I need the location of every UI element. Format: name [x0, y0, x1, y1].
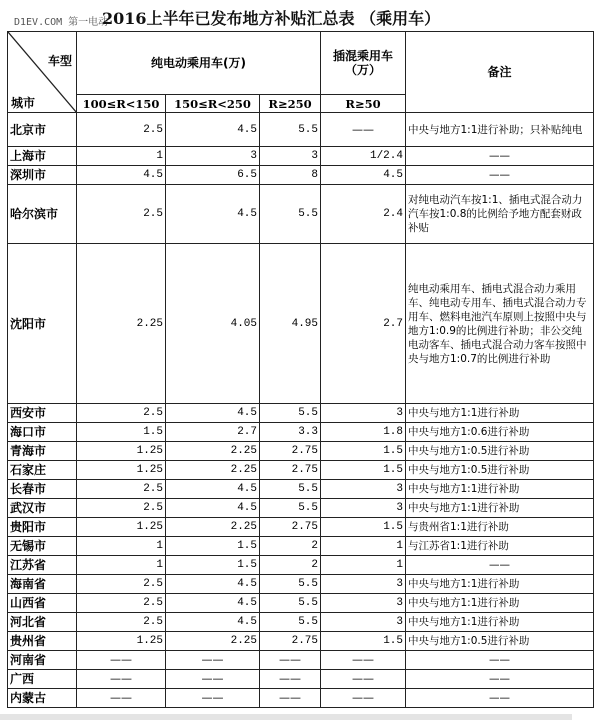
phev-cell: 1.5	[321, 461, 406, 480]
bev2-cell: 4.05	[166, 244, 260, 404]
bev3-cell: ——	[260, 689, 321, 708]
bev2-cell: 2.25	[166, 461, 260, 480]
bev1-cell: 2.5	[77, 594, 166, 613]
bev3-cell: 5.5	[260, 499, 321, 518]
bev-group-header: 纯电动乘用车(万)	[77, 32, 321, 95]
bev2-cell: 2.25	[166, 442, 260, 461]
bev3-cell: 5.5	[260, 185, 321, 244]
note-cell: 对纯电动汽车按1:1、插电式混合动力汽车按1:0.8的比例给予地方配套财政补贴	[406, 185, 594, 244]
table-row	[8, 166, 594, 185]
table-row	[8, 499, 594, 518]
watermark: D1EV.COM 第一电动	[14, 17, 109, 28]
bev1-cell: 2.25	[77, 244, 166, 404]
vehicle-type-label: 车型	[47, 54, 72, 68]
bev2-cell: 4.5	[166, 613, 260, 632]
bev3-cell: ——	[260, 670, 321, 689]
table-row	[8, 404, 594, 423]
bev1-cell: ——	[77, 651, 166, 670]
phev-cell: 3	[321, 575, 406, 594]
bev2-cell: 2.25	[166, 632, 260, 651]
phev-cell: 1.5	[321, 632, 406, 651]
phev-header-line2: （万）	[344, 63, 381, 77]
bev2-cell: 3	[166, 147, 260, 166]
city-cell: 深圳市	[8, 166, 77, 185]
bev1-cell: 1.25	[77, 632, 166, 651]
bev2-cell: 4.5	[166, 499, 260, 518]
bev1-cell: 1	[77, 556, 166, 575]
bev1-cell: 1	[77, 537, 166, 556]
city-cell: 石家庄	[8, 461, 77, 480]
bev2-cell: 2.25	[166, 518, 260, 537]
city-cell: 贵阳市	[8, 518, 77, 537]
bev1-cell: ——	[77, 689, 166, 708]
table-row	[8, 613, 594, 632]
bev3-cell: 4.95	[260, 244, 321, 404]
note-cell: 中央与地方1:1进行补助	[406, 404, 594, 423]
bev3-cell: 2.75	[260, 442, 321, 461]
note-cell: ——	[406, 651, 594, 670]
bev2-cell: 1.5	[166, 537, 260, 556]
table-row	[8, 147, 594, 166]
bev2-cell: 4.5	[166, 185, 260, 244]
bev1-cell: 1.5	[77, 423, 166, 442]
city-cell: 哈尔滨市	[8, 185, 77, 244]
note-cell: 与贵州省1:1进行补助	[406, 518, 594, 537]
bev2-cell: ——	[166, 689, 260, 708]
table-row	[8, 518, 594, 537]
bev3-cell: 5.5	[260, 113, 321, 147]
bev1-cell: 1	[77, 147, 166, 166]
city-cell: 江苏省	[8, 556, 77, 575]
city-cell: 沈阳市	[8, 244, 77, 404]
bev1-cell: 1.25	[77, 442, 166, 461]
bev3-cell: 2	[260, 556, 321, 575]
phev-cell: 1	[321, 556, 406, 575]
phev-cell: 2.4	[321, 185, 406, 244]
table-row	[8, 670, 594, 689]
bev1-cell: 1.25	[77, 518, 166, 537]
bev2-cell: 4.5	[166, 575, 260, 594]
city-cell: 海口市	[8, 423, 77, 442]
page-title: 2016上半年已发布地方补贴汇总表 （乘用车）	[102, 9, 441, 28]
city-cell: 广西	[8, 670, 77, 689]
bev1-cell: 2.5	[77, 499, 166, 518]
table-row	[8, 461, 594, 480]
bev2-cell: ——	[166, 670, 260, 689]
bev1-cell: 1.25	[77, 461, 166, 480]
city-cell: 海南省	[8, 575, 77, 594]
table-row	[8, 651, 594, 670]
bev1-cell: 2.5	[77, 575, 166, 594]
note-cell: 中央与地方1:0.5进行补助	[406, 461, 594, 480]
bottom-scroll-bar	[0, 714, 572, 720]
city-cell: 青海市	[8, 442, 77, 461]
phev-cell: 1.5	[321, 442, 406, 461]
phev-cell: 1.5	[321, 518, 406, 537]
note-cell: 中央与地方1:1进行补助	[406, 613, 594, 632]
city-cell: 武汉市	[8, 499, 77, 518]
note-cell: 中央与地方1:0.5进行补助	[406, 632, 594, 651]
phev-cell: 3	[321, 404, 406, 423]
phev-group-header	[321, 32, 406, 95]
city-cell: 无锡市	[8, 537, 77, 556]
city-cell: 长春市	[8, 480, 77, 499]
title-row	[0, 4, 600, 28]
bev3-cell: 5.5	[260, 594, 321, 613]
city-cell: 山西省	[8, 594, 77, 613]
corner-header-cell	[8, 32, 77, 113]
table-row	[8, 594, 594, 613]
note-cell: ——	[406, 670, 594, 689]
bev2-cell: ——	[166, 651, 260, 670]
table-row	[8, 244, 594, 404]
city-cell: 上海市	[8, 147, 77, 166]
phev-cell: 4.5	[321, 166, 406, 185]
phev-cell: 1.8	[321, 423, 406, 442]
table-row	[8, 537, 594, 556]
note-cell: 与江苏省1:1进行补助	[406, 537, 594, 556]
table-row	[8, 689, 594, 708]
phev-cell: ——	[321, 113, 406, 147]
bev3-cell: 2	[260, 537, 321, 556]
bev3-cell: 2.75	[260, 518, 321, 537]
phev-cell: 3	[321, 594, 406, 613]
note-cell: 中央与地方1:1进行补助；只补贴纯电	[406, 113, 594, 147]
phev-cell: ——	[321, 670, 406, 689]
bev3-cell: 5.5	[260, 575, 321, 594]
note-cell: ——	[406, 689, 594, 708]
table-row	[8, 113, 594, 147]
note-cell: 中央与地方1:1进行补助	[406, 480, 594, 499]
bev1-cell: 4.5	[77, 166, 166, 185]
phev-header-line1: 插混乘用车	[332, 49, 393, 63]
note-cell: 纯电动乘用车、插电式混合动力乘用车、纯电动专用车、插电式混合动力专用车、燃料电池汽车原则上按照中央与地方1:0.9的比例进行补助；非公交纯电动客车、插电式混合动力客车按照中央与地方1:0.7的比例进行补助	[406, 244, 594, 404]
phev-range-header: R≥50	[321, 95, 406, 113]
bev2-cell: 4.5	[166, 594, 260, 613]
note-cell: ——	[406, 166, 594, 185]
note-cell: 中央与地方1:0.6进行补助	[406, 423, 594, 442]
bev3-cell: 2.75	[260, 461, 321, 480]
bev3-cell: 5.5	[260, 480, 321, 499]
table-row	[8, 556, 594, 575]
note-cell: ——	[406, 147, 594, 166]
table-row	[8, 442, 594, 461]
bev2-cell: 4.5	[166, 404, 260, 423]
note-cell: ——	[406, 556, 594, 575]
bev3-cell: 5.5	[260, 404, 321, 423]
bev3-cell: 8	[260, 166, 321, 185]
bev1-cell: 2.5	[77, 613, 166, 632]
table-row	[8, 480, 594, 499]
city-label: 城市	[11, 96, 36, 110]
bev3-cell: ——	[260, 651, 321, 670]
phev-cell: 1/2.4	[321, 147, 406, 166]
phev-cell: ——	[321, 651, 406, 670]
table-row	[8, 423, 594, 442]
bev1-cell: 2.5	[77, 480, 166, 499]
bev-range-1-header: 100≤R<150	[77, 95, 166, 113]
note-cell: 中央与地方1:0.5进行补助	[406, 442, 594, 461]
bev-range-2-header: 150≤R<250	[166, 95, 260, 113]
phev-cell: ——	[321, 689, 406, 708]
bev2-cell: 4.5	[166, 113, 260, 147]
bev3-cell: 5.5	[260, 613, 321, 632]
note-cell: 中央与地方1:1进行补助	[406, 575, 594, 594]
bev3-cell: 3.3	[260, 423, 321, 442]
bev3-cell: 2.75	[260, 632, 321, 651]
phev-cell: 3	[321, 480, 406, 499]
notes-header: 备注	[406, 32, 594, 113]
table-row	[8, 575, 594, 594]
bev2-cell: 6.5	[166, 166, 260, 185]
phev-cell: 3	[321, 499, 406, 518]
bev1-cell: 2.5	[77, 113, 166, 147]
bev2-cell: 4.5	[166, 480, 260, 499]
subsidy-table	[7, 31, 594, 708]
city-cell: 西安市	[8, 404, 77, 423]
note-cell: 中央与地方1:1进行补助	[406, 594, 594, 613]
city-cell: 河南省	[8, 651, 77, 670]
bev2-cell: 1.5	[166, 556, 260, 575]
table-row	[8, 185, 594, 244]
phev-cell: 2.7	[321, 244, 406, 404]
city-cell: 贵州省	[8, 632, 77, 651]
table-row	[8, 632, 594, 651]
bev-range-3-header: R≥250	[260, 95, 321, 113]
header-row-top	[8, 32, 594, 95]
city-cell: 内蒙古	[8, 689, 77, 708]
bev3-cell: 3	[260, 147, 321, 166]
bev1-cell: ——	[77, 670, 166, 689]
city-cell: 北京市	[8, 113, 77, 147]
city-cell: 河北省	[8, 613, 77, 632]
note-cell: 中央与地方1:1进行补助	[406, 499, 594, 518]
bev2-cell: 2.7	[166, 423, 260, 442]
bev1-cell: 2.5	[77, 404, 166, 423]
bev1-cell: 2.5	[77, 185, 166, 244]
phev-cell: 3	[321, 613, 406, 632]
phev-cell: 1	[321, 537, 406, 556]
